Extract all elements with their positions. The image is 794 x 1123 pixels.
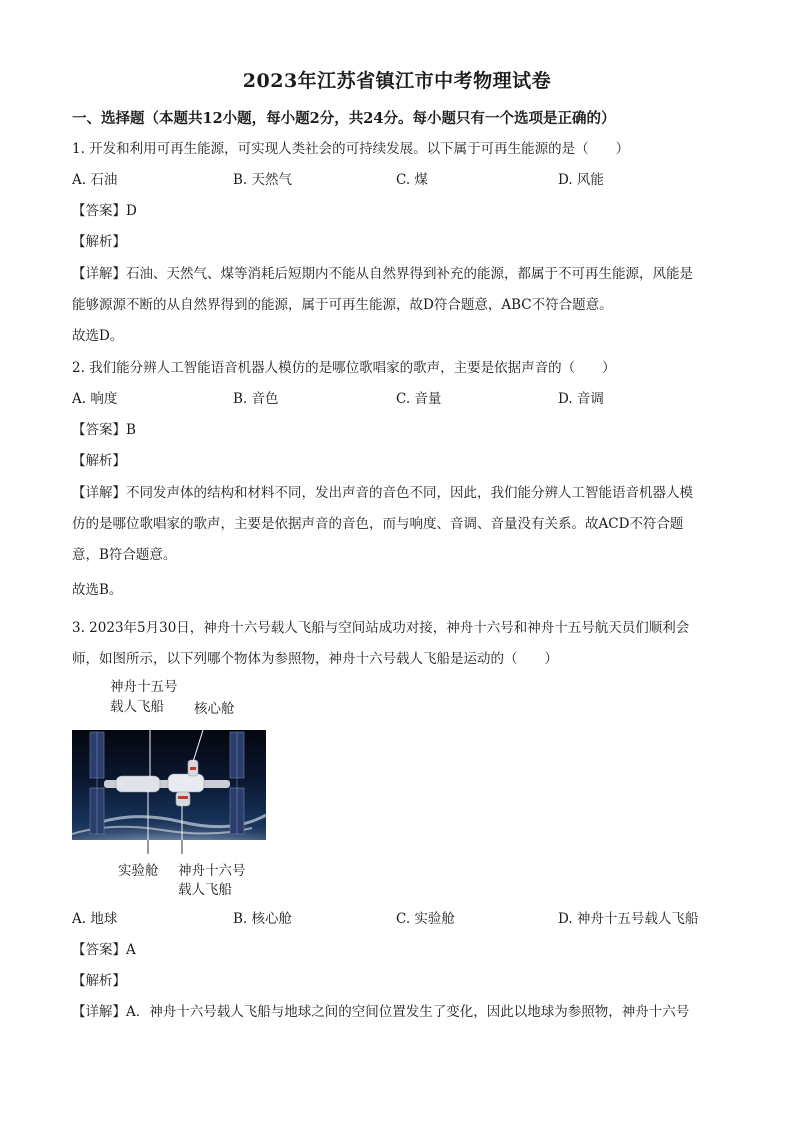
label-core-module: 核心舱: [194, 701, 235, 717]
q1-option-d: D. 风能: [558, 172, 604, 188]
q1-detail-line2: 能够源源不断的从自然界得到的能源，属于可再生能源，故D符合题意，ABC不符合题意。: [72, 297, 613, 313]
q3-detail-line1: 【详解】A．神舟十六号载人飞船与地球之间的空间位置发生了变化，因此以地球为参照物，神舟十六号: [72, 1004, 690, 1020]
q2-detail-line2: 仿的是哪位歌唱家的歌声，主要是依据声音的音色，而与响度、音调、音量没有关系。故ACD不符合题: [72, 516, 684, 532]
label-shenzhou15-line2: 载人飞船: [110, 699, 164, 715]
q1-option-a: A. 石油: [72, 172, 118, 188]
q2-option-c: C. 音量: [396, 391, 442, 407]
q3-stem-line1: 3. 2023年5月30日，神舟十六号载人飞船与空间站成功对接，神舟十六号和神舟十五号航天员们顺利会: [72, 620, 690, 636]
q1-conclusion: 故选D。: [72, 328, 124, 344]
leader-lines-lower: [72, 840, 272, 860]
q3-option-a: A. 地球: [72, 911, 118, 927]
lab-module: [116, 776, 160, 792]
q2-option-b: B. 音色: [233, 391, 279, 407]
section-heading: 一、选择题（本题共12小题，每小题2分，共24分。每小题只有一个选项是正确的）: [72, 110, 616, 127]
q1-option-c: C. 煤: [396, 172, 428, 188]
q2-analysis: 【解析】: [72, 453, 126, 469]
label-shenzhou15-line1: 神舟十五号: [110, 679, 178, 695]
q1-detail-line1: 【详解】石油、天然气、煤等消耗后短期内不能从自然界得到补充的能源，都属于不可再生能源，风能是: [72, 266, 693, 282]
label-lab-module: 实验舱: [118, 863, 159, 879]
label-shenzhou16-line2: 载人飞船: [178, 882, 232, 898]
q1-analysis: 【解析】: [72, 234, 126, 250]
q2-detail-line1: 【详解】不同发声体的结构和材料不同，发出声音的音色不同，因此，我们能分辨人工智能语音机器人模: [72, 485, 693, 501]
q3-option-b: B. 核心舱: [233, 911, 293, 927]
q2-conclusion: 故选B。: [72, 582, 123, 598]
q1-answer: 【答案】D: [72, 203, 137, 219]
q2-stem: 2. 我们能分辨人工智能语音机器人模仿的是哪位歌唱家的歌声，主要是依据声音的（ ）: [72, 360, 616, 376]
q2-detail-line3: 意，B符合题意。: [72, 547, 177, 563]
q3-stem-line2: 师，如图所示，以下列哪个物体为参照物，神舟十六号载人飞船是运动的（ ）: [72, 651, 558, 667]
space-station-photo: [72, 730, 266, 840]
core-module: [168, 774, 204, 792]
q3-option-d: D. 神舟十五号载人飞船: [558, 911, 699, 927]
q3-option-c: C. 实验舱: [396, 911, 455, 927]
q2-answer: 【答案】B: [72, 422, 136, 438]
q3-answer: 【答案】A: [72, 942, 136, 958]
page-title: 2023年江苏省镇江市中考物理试卷: [242, 70, 552, 92]
q2-option-a: A. 响度: [72, 391, 118, 407]
q1-option-b: B. 天然气: [233, 172, 293, 188]
q1-stem: 1. 开发和利用可再生能源，可实现人类社会的可持续发展。以下属于可再生能源的是（ ）: [72, 141, 630, 157]
label-shenzhou16-line1: 神舟十六号: [178, 863, 246, 879]
space-station-figure: [72, 678, 272, 900]
q2-option-d: D. 音调: [558, 391, 604, 407]
q3-analysis: 【解析】: [72, 973, 126, 989]
